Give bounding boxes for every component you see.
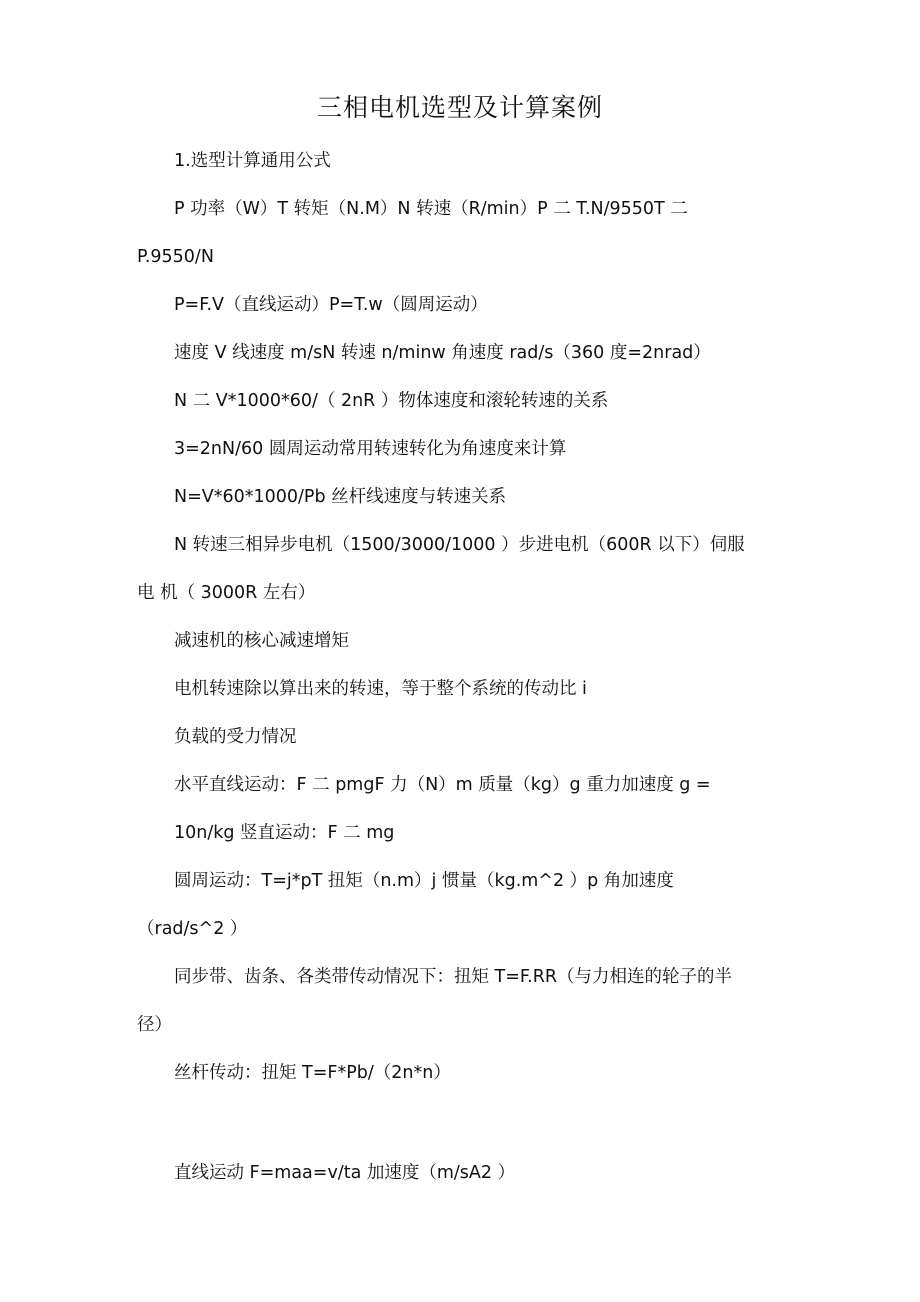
text-line: P 功率（W）T 转矩（N.M）N 转速（R/min）P 二 T.N/9550T 二 <box>174 199 688 219</box>
text-line: 电机转速除以算出来的转速，等于整个系统的传动比 i <box>174 679 587 699</box>
text-line: P.9550/N <box>137 247 214 267</box>
text-line: 圆周运动：T=j*pT 扭矩（n.m）j 惯量（kg.m^2 ）p 角加速度 <box>174 871 674 891</box>
text-line: 水平直线运动：F 二 pmgF 力（N）m 质量（kg）g 重力加速度 g = <box>174 775 711 795</box>
text-line: N=V*60*1000/Pb 丝杆线速度与转速关系 <box>174 487 507 507</box>
text-line: 径） <box>137 1015 172 1035</box>
text-line: P=F.V（直线运动）P=T.w（圆周运动） <box>174 295 488 315</box>
text-line: 同步带、齿条、各类带传动情况下：扭矩 T=F.RR（与力相连的轮子的半 <box>174 967 733 987</box>
text-line: N 转速三相异步电机（1500/3000/1000 ）步进电机（600R 以下）伺服 <box>174 535 745 555</box>
text-line: 减速机的核心减速增矩 <box>174 631 349 651</box>
text-line: （rad/s^2 ） <box>137 919 248 939</box>
text-line: 负载的受力情况 <box>174 727 297 747</box>
text-line: 丝杆传动：扭矩 T=F*Pb/（2n*n） <box>174 1063 451 1083</box>
text-line: 电 机（ 3000R 左右） <box>137 583 316 603</box>
text-line: 速度 V 线速度 m/sN 转速 n/minw 角速度 rad/s（360 度=2nrad） <box>174 343 711 363</box>
text-line: N 二 V*1000*60/（ 2nR ）物体速度和滚轮转速的关系 <box>174 391 609 411</box>
text-line: 1.选型计算通用公式 <box>174 151 331 171</box>
text-line: 直线运动 F=maa=v/ta 加速度（m/sA2 ） <box>174 1163 516 1183</box>
text-line: 3=2nN/60 圆周运动常用转速转化为角速度来计算 <box>174 439 567 459</box>
document-title: 三相电机选型及计算案例 <box>316 93 603 122</box>
text-line: 10n/kg 竖直运动：F 二 mg <box>174 823 395 843</box>
